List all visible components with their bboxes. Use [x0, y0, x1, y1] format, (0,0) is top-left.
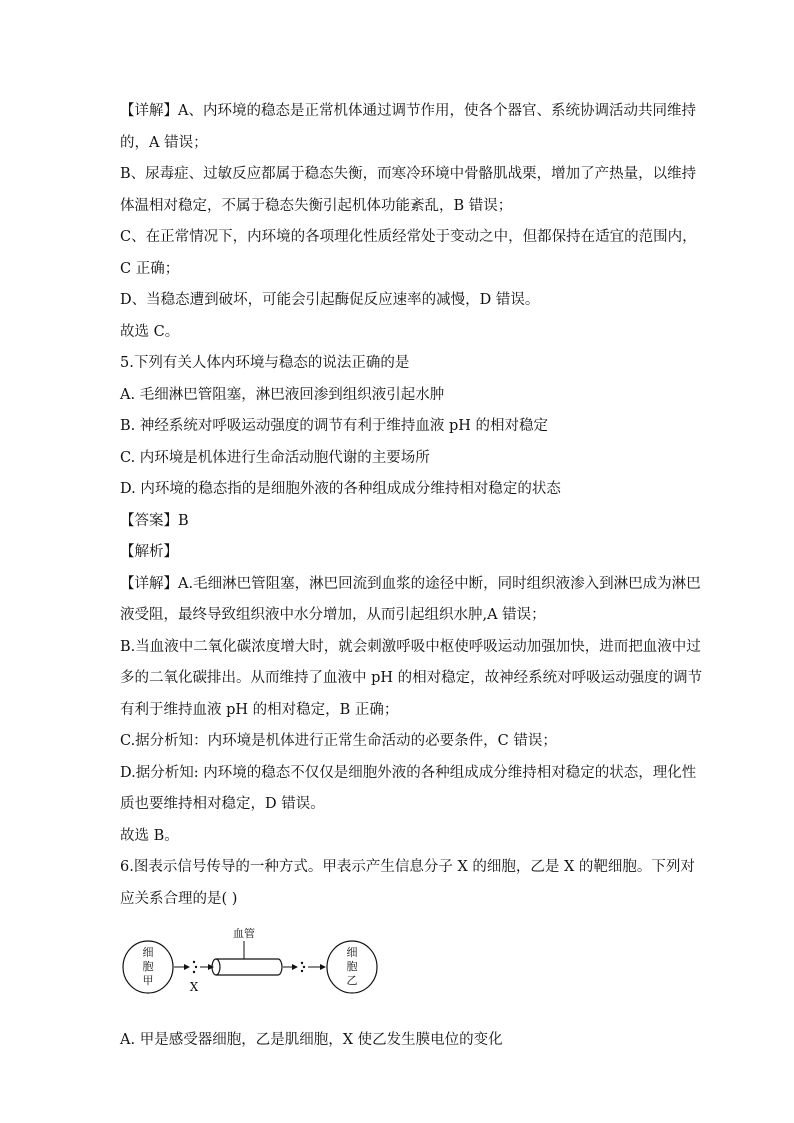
blood-vessel	[212, 959, 282, 975]
option-c: C. 内环境是机体进行生命活动胞代谢的主要场所	[120, 449, 430, 466]
answer-label: 【答案】B	[120, 512, 189, 529]
text-line: 【详解】A、内环境的稳态是正常机体通过调节作用，使各个器官、系统协调活动共同维持	[120, 103, 696, 119]
signal-diagram	[120, 919, 680, 1011]
text-line: C、在正常情况下，内环境的各项理化性质经常处于变动之中，但都保持在适宜的范围内，	[120, 229, 697, 245]
text-line: B.当血液中二氧化碳浓度增大时，就会刺激呼吸中枢使呼吸运动加强加快，进而把血液中过	[120, 638, 701, 655]
option-a: A. 甲是感受器细胞，乙是肌细胞，X 使乙发生膜电位的变化	[120, 1032, 503, 1048]
text-line: 质也要维持相对稳定，D 错误。	[120, 796, 325, 812]
text-line: C.据分析知：内环境是机体进行正常生命活动的必要条件，C 错误；	[120, 733, 557, 749]
text-line: B、尿毒症、过敏反应都属于稳态失衡，而寒冷环境中骨骼肌战栗，增加了产热量，以维持	[120, 166, 697, 182]
text-line: 【详解】A.毛细淋巴管阻塞，淋巴回流到血浆的途径中断，同时组织液渗入到淋巴成为淋巴	[120, 575, 701, 592]
text-line: 故选 C。	[120, 323, 180, 340]
cell-b-char: 乙	[346, 974, 358, 987]
signal-label: X	[189, 980, 199, 994]
document-page	[120, 96, 703, 1057]
option-a: A. 毛细淋巴管阻塞，淋巴液回渗到组织液引起水肿	[120, 386, 445, 403]
text-line: 应关系合理的是( )	[120, 890, 238, 907]
cell-a-char: 细	[142, 946, 154, 959]
text-line: C 正确；	[120, 260, 180, 277]
question-stem: 5.下列有关人体内环境与稳态的说法正确的是	[120, 355, 410, 371]
text-line: 故选 B。	[120, 827, 179, 844]
text-line: D、当稳态遭到破坏，可能会引起酶促反应速率的减慢，D 错误。	[120, 292, 540, 308]
text-line: 体温相对稳定，不属于稳态失衡引起机体功能紊乱，B 错误；	[120, 197, 513, 214]
cell-a-char: 胞	[142, 960, 154, 973]
option-b: B. 神经系统对呼吸运动强度的调节有利于维持血液 pH 的相对稳定	[120, 418, 549, 434]
cell-b-char: 细	[346, 946, 358, 959]
cell-a-char: 甲	[142, 974, 154, 987]
text-line: 液受阻，最终导致组织液中水分增加，从而引起组织水肿,A 错误；	[120, 607, 546, 623]
question-stem: 6.图表示信号传导的一种方式。甲表示产生信息分子 X 的细胞，乙是 X 的靶细胞。下列对	[120, 859, 695, 875]
text-line: 的，A 错误；	[120, 134, 208, 151]
option-d: D. 内环境的稳态指的是细胞外液的各种组成成分维持相对稳定的状态	[120, 481, 561, 497]
vessel-label: 血管	[233, 927, 255, 940]
text-line: 有利于维持血液 pH 的相对稳定，B 正确；	[120, 701, 399, 718]
text-line: 多的二氧化碳排出。从而维持了血液中 pH 的相对稳定，故神经系统对呼吸运动强度的调节	[120, 670, 703, 686]
analysis-label: 【解析】	[120, 544, 178, 560]
text-line: D.据分析知: 内环境的稳态不仅仅是细胞外液的各种组成成分维持相对稳定的状态，理化性	[120, 764, 697, 781]
cell-b-char: 胞	[346, 960, 358, 973]
